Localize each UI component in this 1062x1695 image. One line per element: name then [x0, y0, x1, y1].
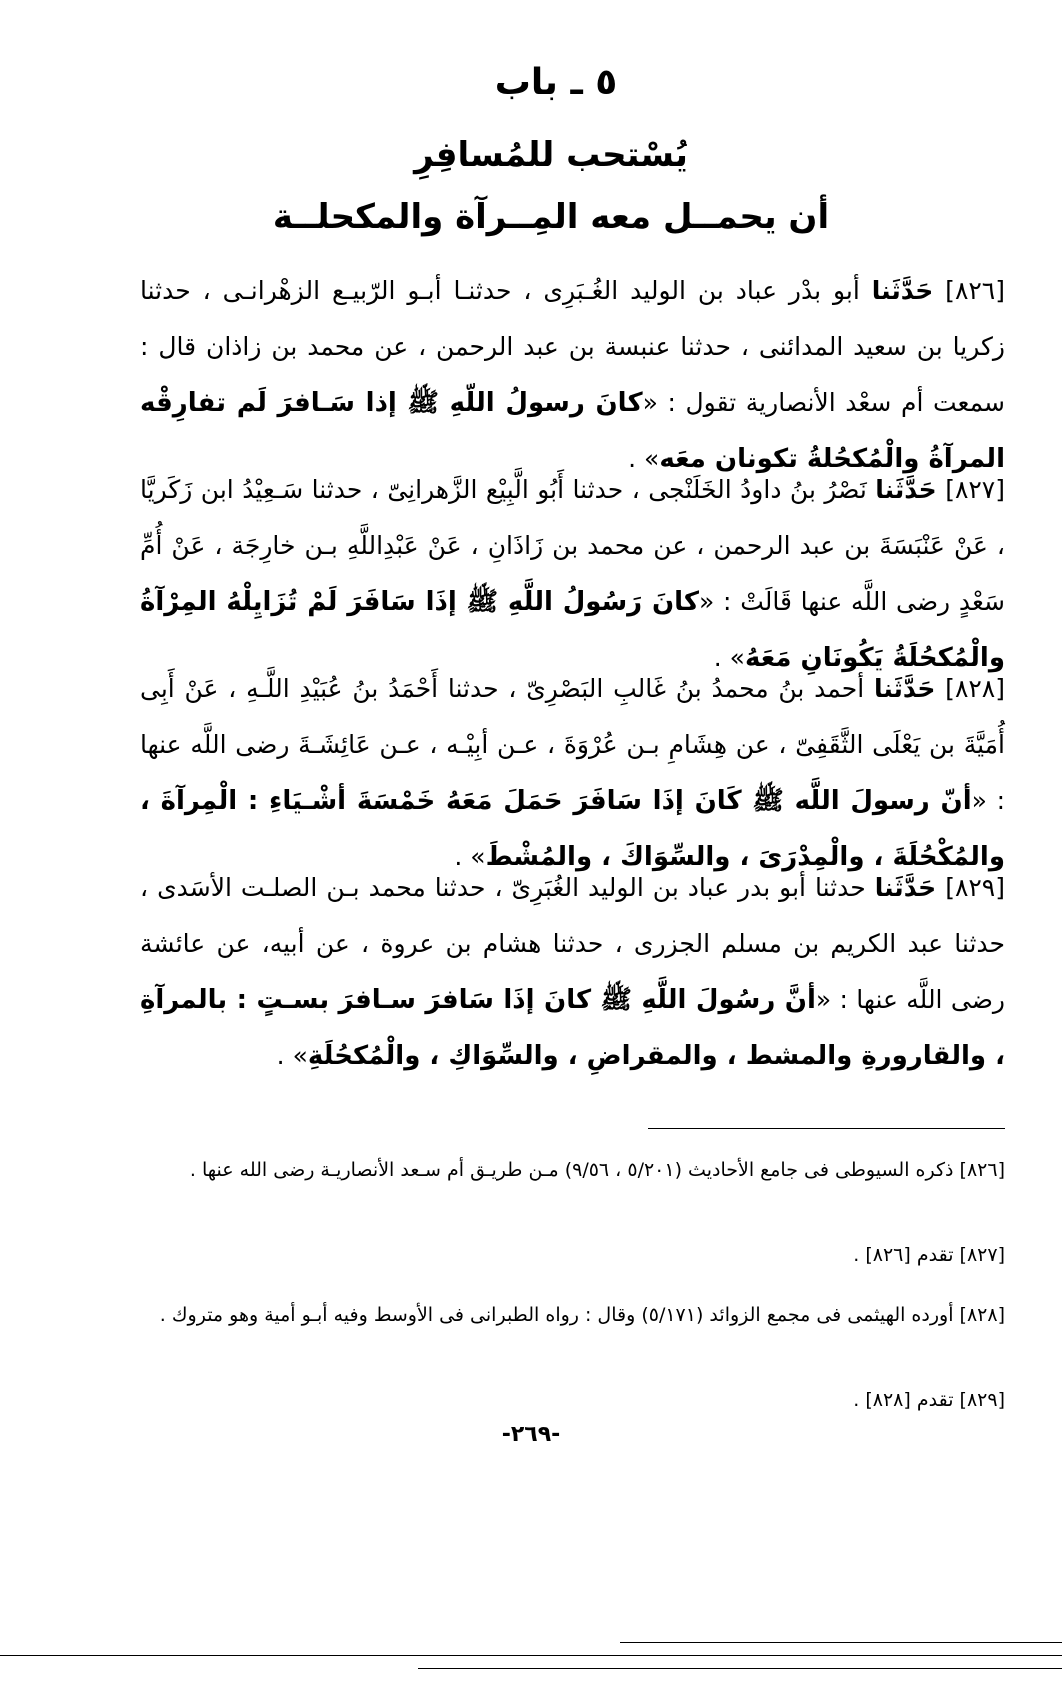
hadith-number: [٨٢٩] [945, 873, 1006, 902]
hadith-paragraph [140, 462, 1005, 686]
footnote-number: [٨٢٦] [959, 1159, 1005, 1181]
footnote-text: أورده الهيثمى فى مجمع الزوائد (٥/١٧١) وقال : رواه الطبرانى فى الأوسط وفيه أبـو أمية وهو متروك . [159, 1304, 954, 1326]
scan-edge-line [0, 1655, 1062, 1656]
footnote [140, 1380, 1005, 1420]
chapter-title: ٥ ـ باب [494, 62, 618, 103]
scan-edge-line [418, 1668, 1062, 1669]
hadith-lead: حَدَّثَنا [875, 475, 937, 504]
hadith-matn: أنّ رسولَ اللَّه ﷺ كَانَ إذَا سَافَرَ حَمَلَ مَعَهُ خَمْسَةَ أشْـيَاءِ : الْمِرآةَ ، والمُكْحُلَةَ ، والْمِدْرَىَ ، والسِّوَاكَ ، والمُشْطَ [140, 786, 1005, 872]
hadith-matn: كانَ رسولُ اللّهِ ﷺ إذا سَـافرَ لَم تفارِقْه المرآةُ والْمُكحُلةُ تكونان معَه [140, 388, 1005, 474]
hadith-chain: حدثنا أبو بدر عباد بن الوليد الغُبَرِىّ ، حدثنا محمد بـن الصلـت الأسَدى ، حدثنا عبد الكريم بن مسلم الجزرى ، حدثنا هشام بن عروة ، عن أبيه، عن عائشة رضى اللَّه عنها : « [140, 873, 1005, 1014]
hadith-matn: كانَ رَسُولُ اللَّهِ ﷺ إذَا سَافَرَ لَمْ تُزَايِلْهُ المِرْآةُ والْمُكحُلَةُ يَكُونَانِ مَعَهُ [140, 587, 1005, 673]
hadith-chain: نَصْرُ بنُ داودُ الخَلَنْجى ، حدثنا أَبُو الَّبِيْع الزَّهرانِىّ ، حدثنا سَـعِيْدُ ابن زَكَريَّا ، عَنْ عَنْبَسَةَ بن عبد الرحمن ، عن محمد بن زَاذَانِ ، عَنْ عَبْدِاللَّهِ بـن خارِجَة ، عَنْ أُمِّ سَعْدٍ رضى اللَّه عنها قَالَتْ : « [140, 475, 1005, 616]
hadith-chain: أبو بدْر عباد بن الوليد الغُـبَرِى ، حدثنـا أبـو الرّبيـع الزهْرانـى ، حدثنا زكريا بن سعيد المدائنى ، حدثنا عنبسة بن عبد الرحمن ، عن محمد بن زاذان قال : سمعت أم سعْد الأنصارية تقول : « [140, 276, 1006, 417]
hadith-lead: حَدَّثَنا [873, 674, 936, 703]
scan-edge-line [620, 1642, 1062, 1643]
hadith-number: [٨٢٨] [945, 674, 1005, 703]
chapter-subtitle-2: أن يحمــل معه المِــرآة والمكحلــة [272, 197, 830, 237]
chapter-subtitle-1: يُسْتحب للمُسافِرِ [414, 135, 688, 175]
hadith-number: [٨٢٦] [945, 276, 1005, 305]
footnote-separator [648, 1128, 1005, 1129]
hadith-end: » . [276, 1041, 308, 1070]
footnote-number: [٨٢٧] [959, 1244, 1005, 1266]
hadith-lead: حَدَّثَنا [871, 276, 934, 305]
footnote [140, 1235, 1005, 1275]
footnote [140, 1150, 1005, 1190]
footnote-number: [٨٢٩] [959, 1389, 1005, 1411]
footnote [140, 1295, 1005, 1335]
hadith-end: » . [628, 444, 660, 473]
footnote-text: ذكره السيوطى فى جامع الأحاديث (٥/٢٠١ ، ٩/٥٦) مـن طريـق أم سـعد الأنصاريـة رضى الله عنها . [189, 1159, 954, 1181]
hadith-matn: أنَّ رسُولَ اللَّهِ ﷺ كانَ إذَا سَافرَ سـافرَ بسـتٍ : بالمرآةِ ، والقارورةِ والمشط ، والمقراضِ ، والسِّوَاكِ ، والْمُكحُلَةِ [140, 985, 1005, 1071]
hadith-paragraph [140, 661, 1005, 885]
hadith-end: » . [454, 842, 486, 871]
footnote-number: [٨٢٨] [959, 1304, 1005, 1326]
hadith-end: » . [713, 643, 745, 672]
footnote-text: تقدم [٨٢٦] . [853, 1244, 954, 1266]
hadith-paragraph [140, 263, 1005, 487]
hadith-paragraph [140, 860, 1005, 1084]
hadith-lead: حَدَّثَنا [874, 873, 937, 902]
hadith-number: [٨٢٧] [945, 475, 1006, 504]
page-number: -٢٦٩- [501, 1422, 561, 1447]
hadith-chain: أحمد بنُ محمدُ بنُ غَالبِ البَصْرِىّ ، حدثنا أَحْمَدُ بنُ عُبَيْدِ اللَّـهِ ، عَنْ أَبِى أُمَيَّةَ بن يَعْلَى الثَّقَفِىّ ، عن هِشَامِ بـن عُرْوَةَ ، عـن أبِيْـه ، عـن عَائِشَـةَ رضى اللَّه عنها : « [140, 674, 1005, 815]
footnote-text: تقدم [٨٢٨] . [853, 1389, 954, 1411]
